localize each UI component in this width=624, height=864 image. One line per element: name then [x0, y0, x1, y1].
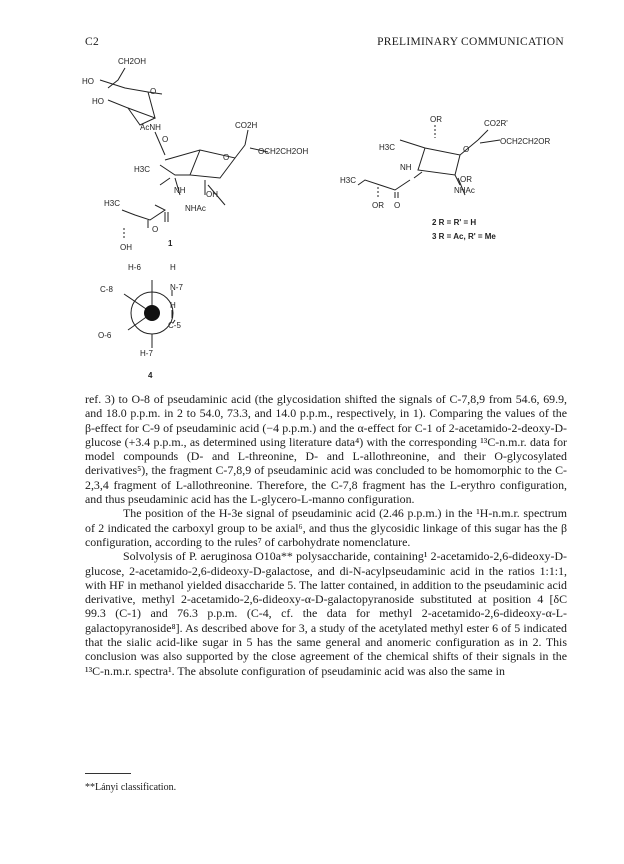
chemical-structures-figure	[0, 0, 624, 392]
label-h3c-a: H3C	[379, 143, 396, 152]
label-h-mid: H	[170, 301, 176, 310]
label-o-link: O	[162, 135, 169, 144]
compound-number-4: 4	[148, 371, 153, 380]
label-or-ring: OR	[460, 175, 472, 184]
label-h-top: H	[170, 263, 176, 272]
label-ho-2: HO	[92, 97, 104, 106]
label-oh-ring: OH	[206, 190, 218, 199]
label-co2r: CO2R'	[484, 119, 508, 128]
label-o6: O-6	[98, 331, 112, 340]
article-body	[85, 392, 567, 678]
label-oh-chain: OH	[120, 243, 132, 252]
paragraph-1: ref. 3) to O-8 of pseudaminic acid (the glycosidation shifted the signals of C-7,8,9 from 54.6, 69.9, and 18.0 p.p.m. in 2 to 54.0, 73.3, and 14.0 p.p.m., respectively, in 1). Comparing the values of the β-effect for C-9 of pseudaminic acid (−4 p.p.m.) and the α-effect for C-1 of 2-acetamido-2-deoxy-D-glucose (+3.4 p.p.m., as determined using literature data⁴) with the corresponding ¹³C-n.m.r. data for model compounds (D- and L-threonine, D- and L-allothreonine, and their O-glycosylated derivatives⁵), the fragment C-7,8,9 of pseudaminic acid was concluded to be homomorphic to the C-2,3,4 fragment of L-allothreonine. Therefore, the C-7,8 fragment has the L-erythro configuration, and thus pseudaminic acid has the L-glycero-L-manno configuration.	[85, 392, 567, 507]
label-h7: H-7	[140, 349, 153, 358]
paragraph-3: Solvolysis of P. aeruginosa O10a** polysaccharide, containing¹ 2-acetamido-2,6-dideoxy-D-glucose, 2-acetamido-2,6-dideoxy-D-galactose, and di-N-acylpseudaminic acid in the ratios 1:1:1, with HF in methanol yielded disaccharide 5. The latter contained, in addition to the pseudaminic acid derivative, methyl 2-acetamido-2,6-dideoxy-α-D-galactopyranoside substituted at position 4 [δC 99.3 (C-1) and 76.3 p.p.m. (C-4, cf. the data for methyl 2-acetamido-2,6-dideoxy-α-L-galactopyranoside⁸]. As described above for 3, a study of the acetylated methyl ester 6 of 5 indicated that the sialic acid-like sugar in 5 has the same general and anomeric configuration as in 2. This conclusion was also supported by the close agreement of the chemical shifts of their signals in the ¹³C-n.m.r. spectra¹. The absolute configuration of pseudaminic acid was also the same in	[85, 549, 567, 678]
label-och2ch2or: OCH2CH2OR	[500, 137, 551, 146]
label-o-carbonyl: O	[394, 201, 401, 210]
footnote-rule	[85, 773, 131, 774]
label-ho-1: HO	[82, 77, 94, 86]
page-number: C2	[85, 36, 100, 48]
compound-2-definition: 2 R = R' = H	[432, 218, 477, 227]
label-h6: H-6	[128, 263, 141, 272]
label-ring-o-2: O	[223, 153, 230, 162]
label-c5: C-5	[168, 321, 181, 330]
label-n7: N-7	[170, 283, 183, 292]
label-h3c-a: H3C	[134, 165, 151, 174]
label-nhac: NHAc	[185, 204, 206, 213]
label-ch2oh: CH2OH	[118, 57, 147, 66]
newman-front-carbon	[144, 305, 160, 321]
label-nh: NH	[400, 163, 412, 172]
label-och2ch2oh: OCH2CH2OH	[258, 147, 309, 156]
paragraph-2: The position of the H-3e signal of pseudaminic acid (2.46 p.p.m.) in the ¹H-n.m.r. spectrum of 2 indicated the carboxyl group to be axial⁶, and thus the glycosidic linkage of this sugar has the β configuration, according to the rules⁷ of carbohydrate nomenclature.	[85, 506, 567, 549]
label-c8: C-8	[100, 285, 113, 294]
label-co2h: CO2H	[235, 121, 258, 130]
compound-3-definition: 3 R = Ac, R' = Me	[432, 232, 496, 241]
running-header: PRELIMINARY COMMUNICATION	[377, 36, 564, 48]
label-nh: NH	[174, 186, 186, 195]
label-or-top: OR	[430, 115, 442, 124]
label-o-carbonyl: O	[152, 225, 159, 234]
label-ring-o-1: O	[150, 87, 157, 96]
label-nhac: NHAc	[454, 186, 475, 195]
label-h3c-b: H3C	[340, 176, 357, 185]
label-h3c-b: H3C	[104, 199, 121, 208]
compound-number-1: 1	[168, 239, 173, 248]
label-ring-o: O	[463, 145, 470, 154]
label-acnh: AcNH	[140, 123, 161, 132]
footnote: **Lányi classification.	[85, 782, 177, 793]
label-or-chain: OR	[372, 201, 384, 210]
